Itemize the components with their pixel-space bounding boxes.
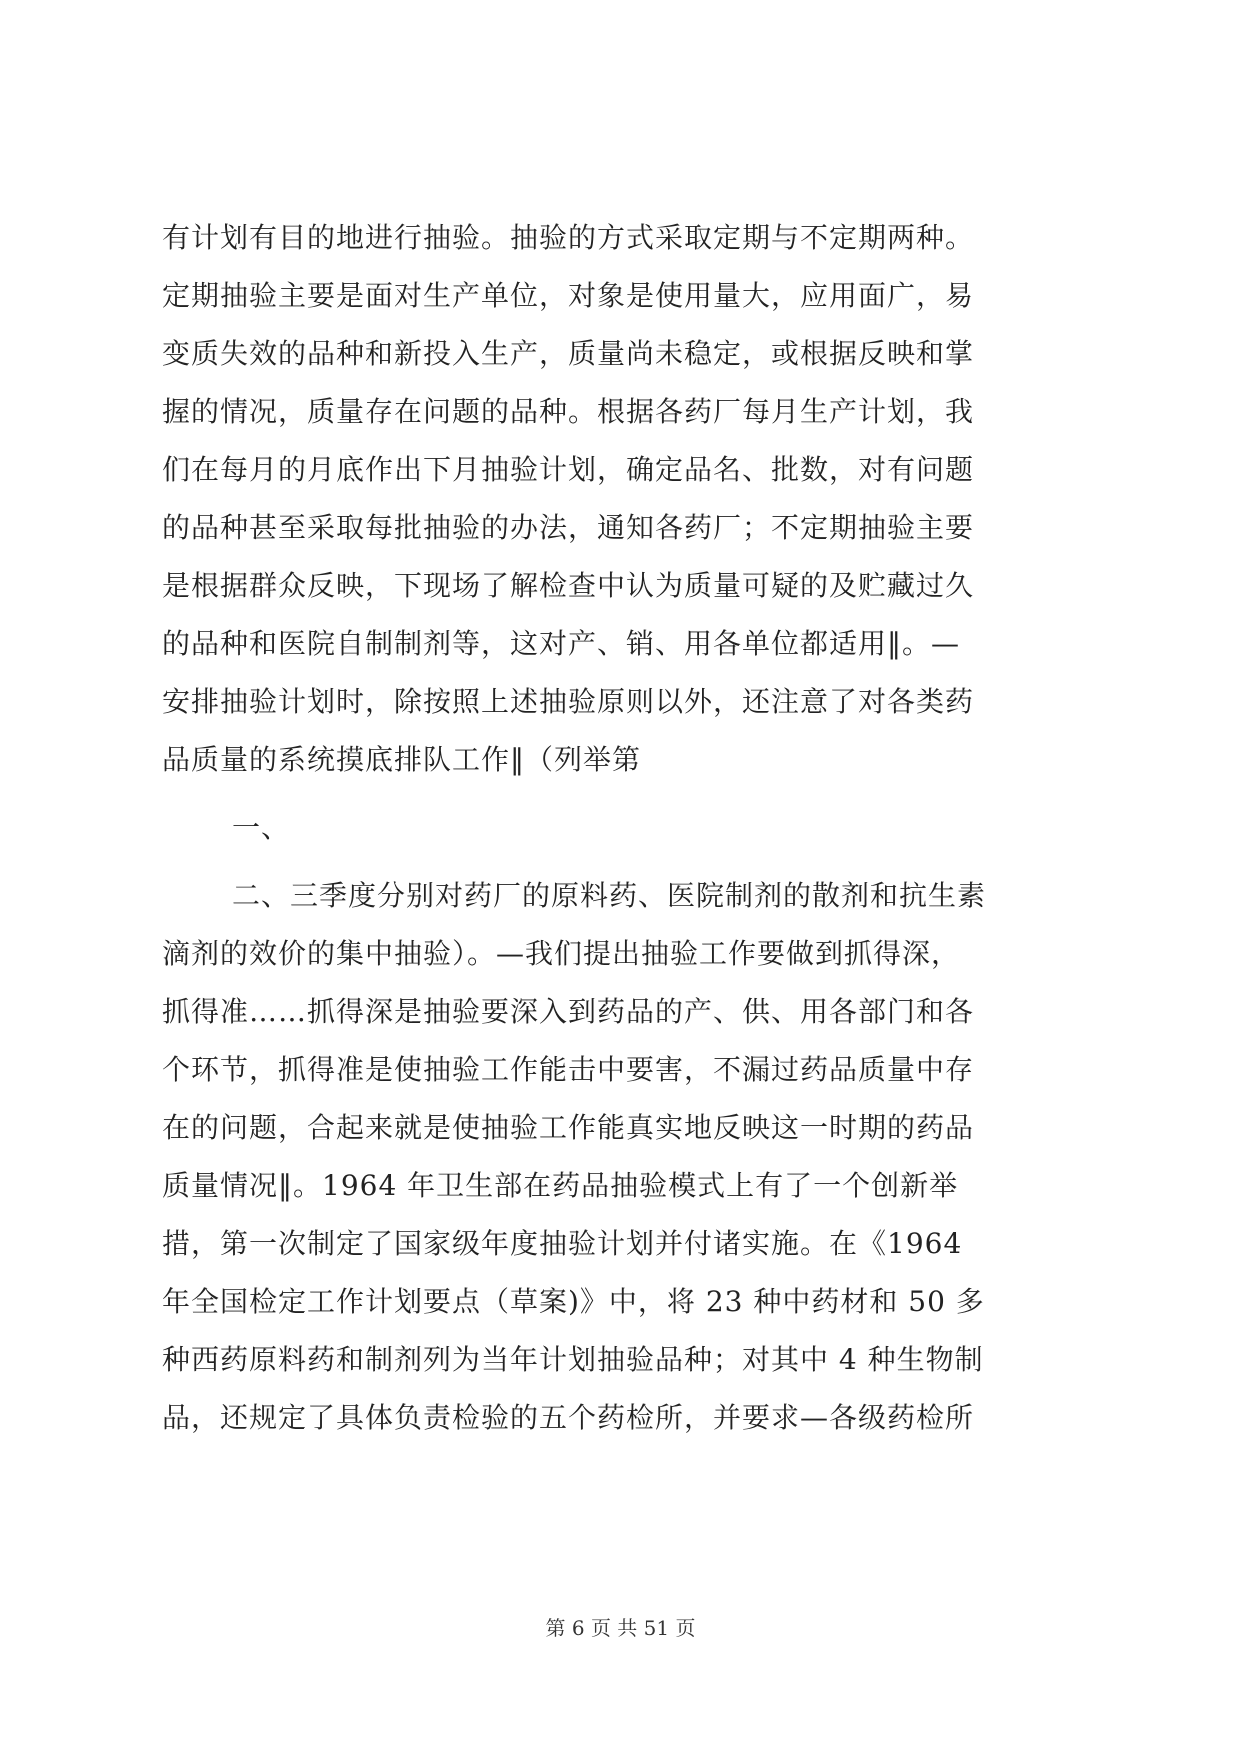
text-line: 的品种甚至采取每批抽验的办法，通知各药厂；不定期抽验主要	[162, 511, 975, 544]
text-line: 品，还规定了具体负责检验的五个药检所，并要求—各级药检所	[162, 1401, 975, 1434]
text-line: 质量情况‖。1964 年卫生部在药品抽验模式上有了一个创新举	[162, 1169, 959, 1202]
text-line: 措，第一次制定了国家级年度抽验计划并付诸实施。在《1964	[162, 1227, 963, 1260]
text-line: 们在每月的月底作出下月抽验计划，确定品名、批数，对有问题	[162, 453, 975, 486]
text-line: 变质失效的品种和新投入生产，质量尚未稳定，或根据反映和掌	[162, 337, 975, 370]
text-line: 定期抽验主要是面对生产单位，对象是使用量大，应用面广，易	[162, 279, 975, 312]
text-line: 品质量的系统摸底排队工作‖（列举第	[162, 743, 642, 776]
text-line: 安排抽验计划时，除按照上述抽验原则以外，还注意了对各类药	[162, 685, 975, 718]
text-line: 滴剂的效价的集中抽验）。—我们提出抽验工作要做到抓得深，	[162, 937, 961, 970]
text-line: 在的问题，合起来就是使抽验工作能真实地反映这一时期的药品	[162, 1111, 975, 1144]
text-line: 年全国检定工作计划要点（草案)》中，将 23 种中药材和 50 多	[162, 1285, 985, 1318]
text-line: 二、三季度分别对药厂的原料药、医院制剂的散剂和抗生素	[232, 879, 987, 912]
text-line: 有计划有目的地进行抽验。抽验的方式采取定期与不定期两种。	[162, 221, 975, 254]
text-line: 抓得准……抓得深是抽验要深入到药品的产、供、用各部门和各	[162, 995, 975, 1028]
page-number-footer: 第 6 页 共 51 页	[545, 1616, 696, 1640]
text-line: 握的情况，质量存在问题的品种。根据各药厂每月生产计划，我	[162, 395, 975, 428]
body-text	[162, 209, 1082, 1447]
text-line: 的品种和医院自制制剂等，这对产、销、用各单位都适用‖。—	[162, 627, 961, 660]
list-item-one: 一、	[232, 811, 291, 844]
text-line: 种西药原料药和制剂列为当年计划抽验品种；对其中 4 种生物制	[162, 1343, 984, 1376]
text-line: 个环节，抓得准是使抽验工作能击中要害，不漏过药品质量中存	[162, 1053, 975, 1086]
text-line: 是根据群众反映，下现场了解检查中认为质量可疑的及贮藏过久	[162, 569, 975, 602]
